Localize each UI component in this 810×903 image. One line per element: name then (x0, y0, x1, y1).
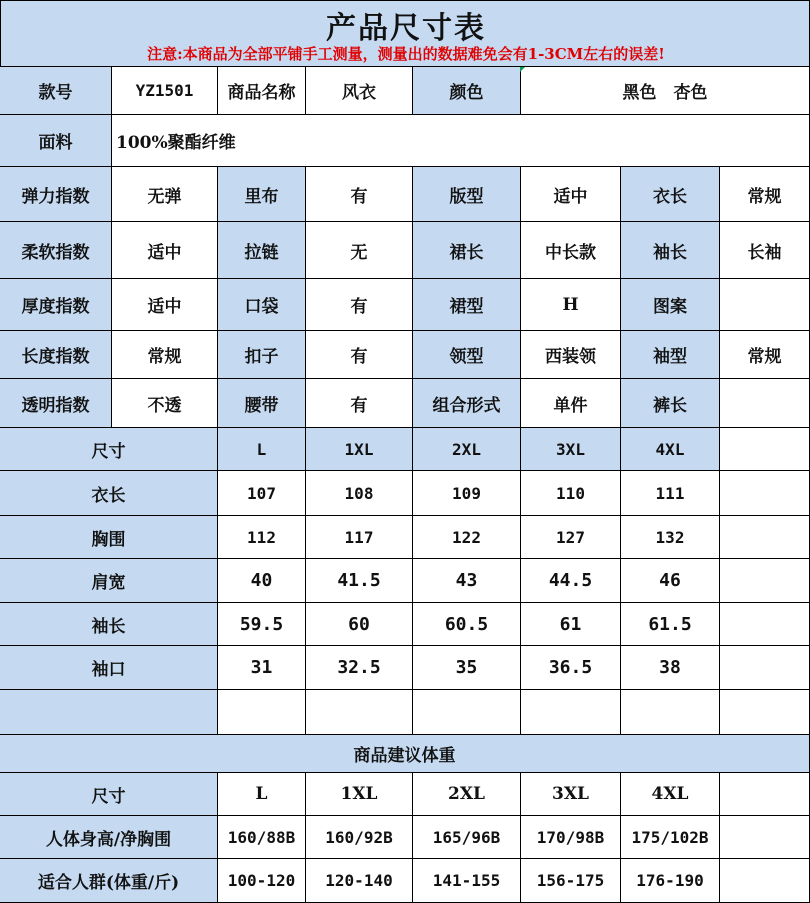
size-data-cell: 32.5 (306, 646, 413, 690)
attribute-value (720, 379, 810, 428)
size-data-cell: 袖长 (0, 603, 218, 646)
weight-data-cell: 170/98B (521, 816, 621, 859)
size-data-cell (218, 690, 306, 735)
size-data-cell: 38 (621, 646, 720, 690)
size-data-cell: 43 (413, 559, 521, 603)
attribute-value: 单件 (521, 379, 621, 428)
size-data-cell (621, 690, 720, 735)
size-data-cell (720, 603, 810, 646)
size-data-cell: 31 (218, 646, 306, 690)
weight-header-cell: 4XL (621, 773, 720, 816)
attribute-value: 常规 (720, 331, 810, 379)
weight-data-cell: 适合人群(体重/斤) (0, 859, 218, 903)
size-data-cell: 40 (218, 559, 306, 603)
weight-data-cell: 160/92B (306, 816, 413, 859)
attribute-value: 常规 (112, 331, 218, 379)
attribute-value: 适中 (112, 279, 218, 331)
size-data-cell: 112 (218, 516, 306, 559)
size-data-cell (306, 690, 413, 735)
size-data-cell: 59.5 (218, 603, 306, 646)
weight-header-cell (720, 773, 810, 816)
style-no-value: YZ1501 (112, 67, 218, 115)
weight-data-cell (720, 816, 810, 859)
size-data-cell: 111 (621, 471, 720, 516)
size-header-cell: 尺寸 (0, 428, 218, 471)
size-data-cell: 44.5 (521, 559, 621, 603)
attribute-value (720, 279, 810, 331)
attribute-value: 适中 (112, 222, 218, 279)
size-data-cell: 60.5 (413, 603, 521, 646)
attribute-value: 无 (306, 222, 413, 279)
fabric-label: 面料 (0, 115, 112, 167)
size-data-cell (413, 690, 521, 735)
size-data-cell (720, 646, 810, 690)
weight-data-cell: 165/96B (413, 816, 521, 859)
attribute-value: 有 (306, 167, 413, 222)
attribute-value: 中长款 (521, 222, 621, 279)
size-data-cell: 胸围 (0, 516, 218, 559)
measurement-notice: 注意:本商品为全部平铺手工测量，测量出的数据难免会有1-3CM左右的误差! (147, 45, 665, 63)
weight-data-cell: 175/102B (621, 816, 720, 859)
weight-data-cell: 176-190 (621, 859, 720, 903)
size-data-cell (720, 690, 810, 735)
size-data-cell: 127 (521, 516, 621, 559)
weight-data-cell: 160/88B (218, 816, 306, 859)
attribute-label: 腰带 (218, 379, 306, 428)
weight-data-cell (720, 859, 810, 903)
weight-data-cell: 100-120 (218, 859, 306, 903)
attribute-label: 扣子 (218, 331, 306, 379)
size-data-cell: 36.5 (521, 646, 621, 690)
attribute-value: 有 (306, 279, 413, 331)
title-block (0, 0, 810, 67)
attribute-value: 常规 (720, 167, 810, 222)
size-header-cell: 3XL (521, 428, 621, 471)
size-data-cell: 35 (413, 646, 521, 690)
attribute-label: 袖长 (621, 222, 720, 279)
attribute-label: 厚度指数 (0, 279, 112, 331)
size-data-cell: 107 (218, 471, 306, 516)
size-data-cell: 117 (306, 516, 413, 559)
attribute-label: 组合形式 (413, 379, 521, 428)
page-title: 产品尺寸表 (326, 11, 486, 46)
attribute-value: 不透 (112, 379, 218, 428)
size-data-cell (720, 516, 810, 559)
attribute-label: 拉链 (218, 222, 306, 279)
attribute-value: 有 (306, 379, 413, 428)
size-data-cell: 109 (413, 471, 521, 516)
weight-header-cell: 2XL (413, 773, 521, 816)
weight-data-cell: 人体身高/净胸围 (0, 816, 218, 859)
size-data-cell: 肩宽 (0, 559, 218, 603)
size-data-cell: 132 (621, 516, 720, 559)
weight-data-cell: 156-175 (521, 859, 621, 903)
size-header-cell: L (218, 428, 306, 471)
product-name-value: 风衣 (306, 67, 413, 115)
weight-header-cell: 1XL (306, 773, 413, 816)
weight-data-cell: 120-140 (306, 859, 413, 903)
color-label: 颜色 (413, 67, 521, 115)
attribute-label: 里布 (218, 167, 306, 222)
attribute-label: 裤长 (621, 379, 720, 428)
size-data-cell: 60 (306, 603, 413, 646)
size-data-cell (521, 690, 621, 735)
weight-header-cell: 尺寸 (0, 773, 218, 816)
attribute-value: 长袖 (720, 222, 810, 279)
weight-data-cell: 141-155 (413, 859, 521, 903)
attribute-label: 袖型 (621, 331, 720, 379)
product-name-label: 商品名称 (218, 67, 306, 115)
size-data-cell (720, 559, 810, 603)
size-data-cell: 110 (521, 471, 621, 516)
attribute-value: 有 (306, 331, 413, 379)
attribute-label: 领型 (413, 331, 521, 379)
size-header-cell: 1XL (306, 428, 413, 471)
size-data-cell: 衣长 (0, 471, 218, 516)
color-value: 黑色 杏色 (521, 67, 810, 115)
size-data-cell: 41.5 (306, 559, 413, 603)
attribute-value: H (521, 279, 621, 331)
size-header-cell: 4XL (621, 428, 720, 471)
attribute-label: 裙型 (413, 279, 521, 331)
size-data-cell (0, 690, 218, 735)
size-data-cell (720, 471, 810, 516)
attribute-value: 无弹 (112, 167, 218, 222)
attribute-value: 西装领 (521, 331, 621, 379)
attribute-label: 弹力指数 (0, 167, 112, 222)
weight-header-cell: 3XL (521, 773, 621, 816)
fabric-value: 100%聚酯纤维 (112, 115, 810, 167)
weight-section-title: 商品建议体重 (0, 735, 810, 773)
size-data-cell: 袖口 (0, 646, 218, 690)
size-header-cell: 2XL (413, 428, 521, 471)
size-header-cell (720, 428, 810, 471)
size-data-cell: 61.5 (621, 603, 720, 646)
attribute-label: 衣长 (621, 167, 720, 222)
attribute-label: 图案 (621, 279, 720, 331)
attribute-label: 版型 (413, 167, 521, 222)
attribute-label: 裙长 (413, 222, 521, 279)
attribute-value: 适中 (521, 167, 621, 222)
weight-header-cell: L (218, 773, 306, 816)
attribute-label: 透明指数 (0, 379, 112, 428)
size-data-cell: 46 (621, 559, 720, 603)
size-data-cell: 108 (306, 471, 413, 516)
cell-comment-marker (520, 67, 525, 72)
size-data-cell: 61 (521, 603, 621, 646)
size-data-cell: 122 (413, 516, 521, 559)
attribute-label: 柔软指数 (0, 222, 112, 279)
attribute-label: 口袋 (218, 279, 306, 331)
attribute-label: 长度指数 (0, 331, 112, 379)
style-no-label: 款号 (0, 67, 112, 115)
